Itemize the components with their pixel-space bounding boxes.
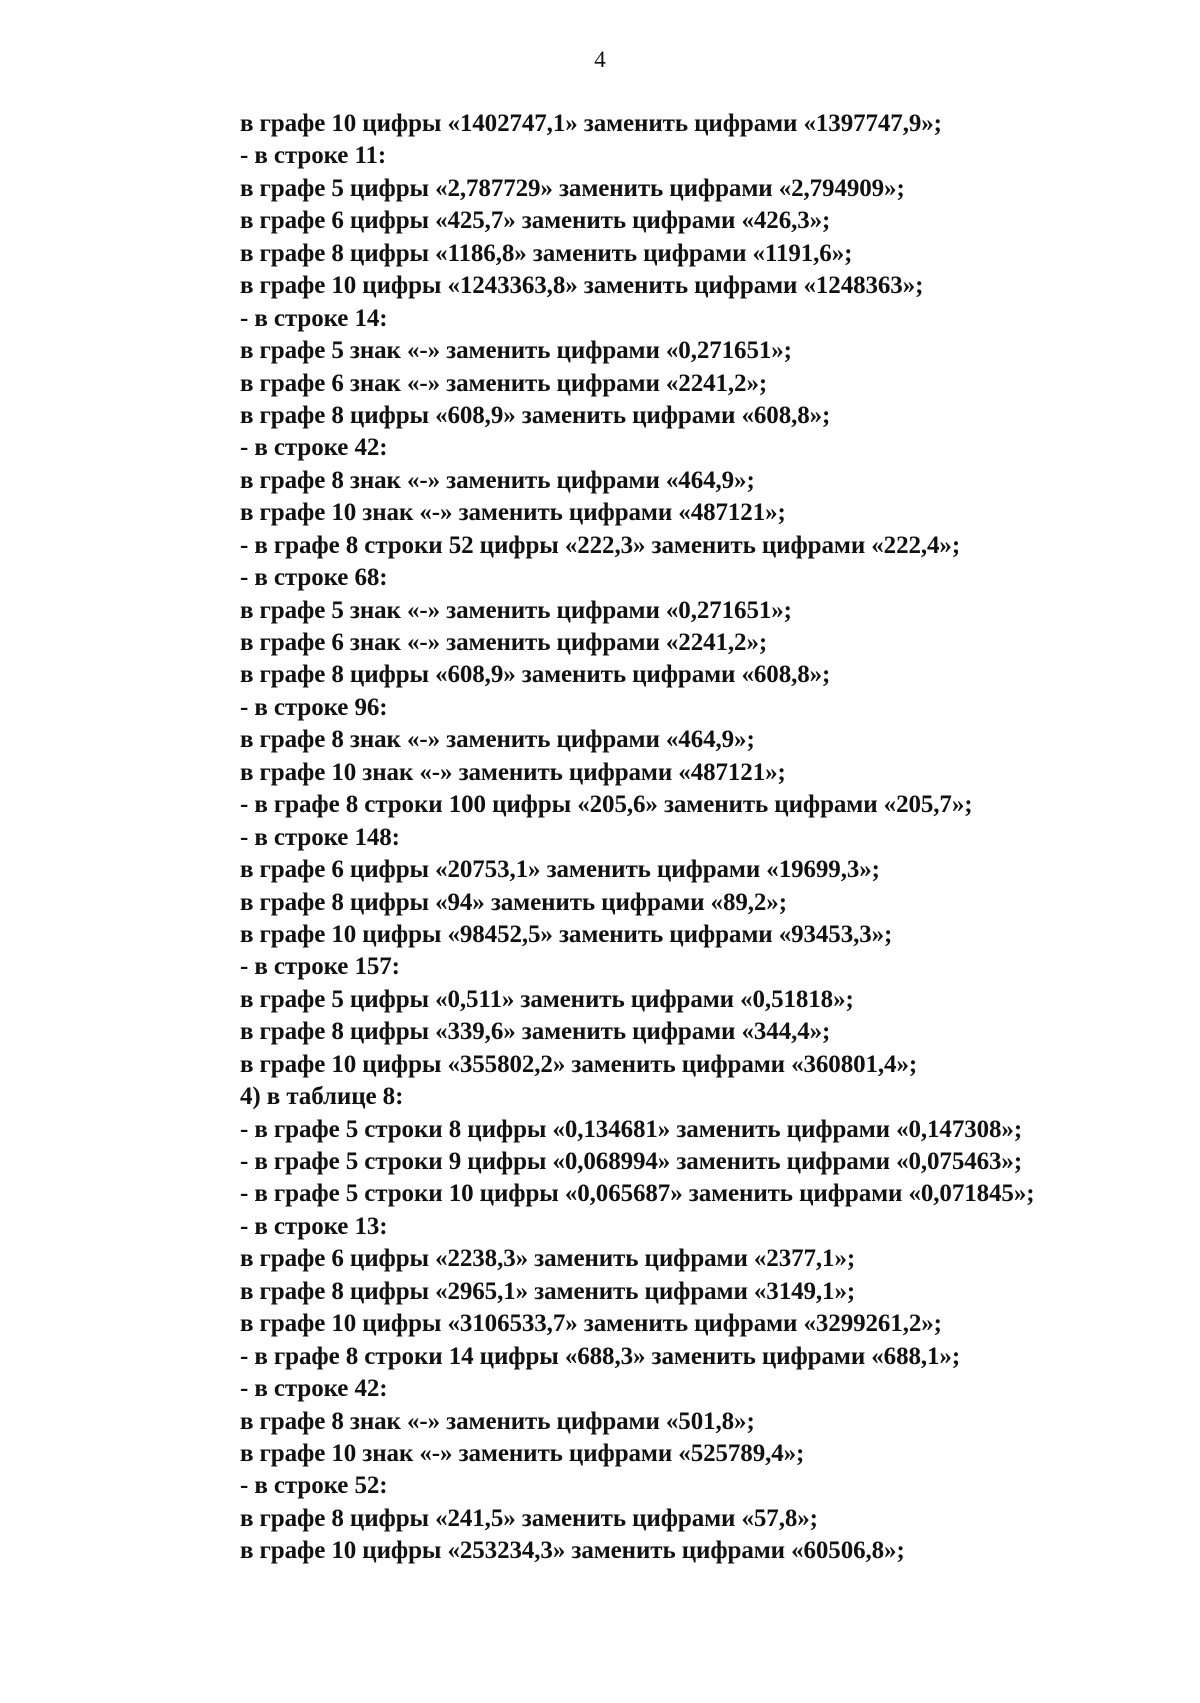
text-line: - в строке 42: — [240, 434, 388, 462]
text-line: - в строке 157: — [240, 953, 400, 981]
text-line: - в строке 11: — [240, 142, 387, 170]
text-line: - в графе 8 строки 100 цифры «205,6» заменить цифрами «205,7»; — [240, 791, 973, 819]
text-line: в графе 8 цифры «1186,8» заменить цифрами «1191,6»; — [240, 239, 853, 267]
text-line: - в строке 13: — [240, 1212, 388, 1240]
page-number: 4 — [594, 47, 606, 72]
text-line: 4) в таблице 8: — [240, 1083, 404, 1111]
text-line: - в графе 5 строки 10 цифры «0,065687» заменить цифрами «0,071845»; — [240, 1180, 1035, 1208]
amendment-list — [240, 108, 1170, 1568]
text-line: в графе 8 знак «-» заменить цифрами «501,8»; — [240, 1407, 755, 1435]
text-line: в графе 10 знак «-» заменить цифрами «525789,4»; — [240, 1439, 805, 1467]
text-line: в графе 8 цифры «94» заменить цифрами «89,2»; — [240, 888, 787, 916]
text-line: - в строке 14: — [240, 304, 388, 332]
text-line: - в графе 5 строки 9 цифры «0,068994» заменить цифрами «0,075463»; — [240, 1148, 1023, 1175]
text-line: - в строке 96: — [240, 693, 388, 721]
text-line: в графе 10 цифры «98452,5» заменить цифрами «93453,3»; — [240, 920, 893, 948]
text-line: в графе 8 цифры «241,5» заменить цифрами «57,8»; — [240, 1504, 818, 1532]
text-line: - в строке 52: — [240, 1472, 388, 1500]
text-line: в графе 6 цифры «425,7» заменить цифрами «426,3»; — [240, 207, 831, 235]
text-line: в графе 10 цифры «1243363,8» заменить цифрами «1248363»; — [240, 272, 924, 300]
text-line: в графе 8 цифры «608,9» заменить цифрами «608,8»; — [240, 661, 831, 689]
text-line: - в графе 5 строки 8 цифры «0,134681» заменить цифрами «0,147308»; — [240, 1115, 1023, 1143]
text-line: в графе 8 знак «-» заменить цифрами «464,9»; — [240, 726, 755, 754]
text-line: в графе 8 цифры «2965,1» заменить цифрами «3149,1»; — [240, 1277, 856, 1305]
text-line: в графе 6 цифры «20753,1» заменить цифрами «19699,3»; — [240, 856, 880, 884]
text-line: в графе 8 знак «-» заменить цифрами «464,9»; — [240, 466, 755, 494]
text-line: в графе 6 знак «-» заменить цифрами «2241,2»; — [240, 629, 768, 656]
text-line: в графе 6 цифры «2238,3» заменить цифрами «2377,1»; — [240, 1245, 856, 1273]
text-line: - в графе 8 строки 14 цифры «688,3» заменить цифрами «688,1»; — [240, 1342, 961, 1370]
text-line: - в строке 42: — [240, 1375, 388, 1403]
text-line: в графе 5 знак «-» заменить цифрами «0,271651»; — [240, 596, 792, 624]
text-line: в графе 6 знак «-» заменить цифрами «2241,2»; — [240, 369, 768, 397]
text-line: - в строке 68: — [240, 564, 388, 592]
text-line: - в строке 148: — [240, 823, 400, 851]
text-line: в графе 10 цифры «1402747,1» заменить цифрами «1397747,9»; — [240, 110, 942, 137]
text-line: в графе 5 цифры «0,511» заменить цифрами «0,51818»; — [240, 985, 854, 1013]
text-line: в графе 10 цифры «3106533,7» заменить цифрами «3299261,2»; — [240, 1310, 942, 1338]
text-line: в графе 5 знак «-» заменить цифрами «0,271651»; — [240, 337, 792, 365]
text-line: в графе 8 цифры «339,6» заменить цифрами «344,4»; — [240, 1018, 831, 1046]
text-line: в графе 5 цифры «2,787729» заменить цифрами «2,794909»; — [240, 174, 905, 202]
text-line: в графе 10 цифры «253234,3» заменить цифрами «60506,8»; — [240, 1537, 905, 1565]
text-line: в графе 10 цифры «355802,2» заменить цифрами «360801,4»; — [240, 1050, 918, 1078]
text-line: - в графе 8 строки 52 цифры «222,3» заменить цифрами «222,4»; — [240, 531, 961, 559]
text-line: в графе 10 знак «-» заменить цифрами «487121»; — [240, 758, 786, 786]
text-line: в графе 10 знак «-» заменить цифрами «487121»; — [240, 499, 786, 527]
text-line: в графе 8 цифры «608,9» заменить цифрами «608,8»; — [240, 401, 831, 429]
